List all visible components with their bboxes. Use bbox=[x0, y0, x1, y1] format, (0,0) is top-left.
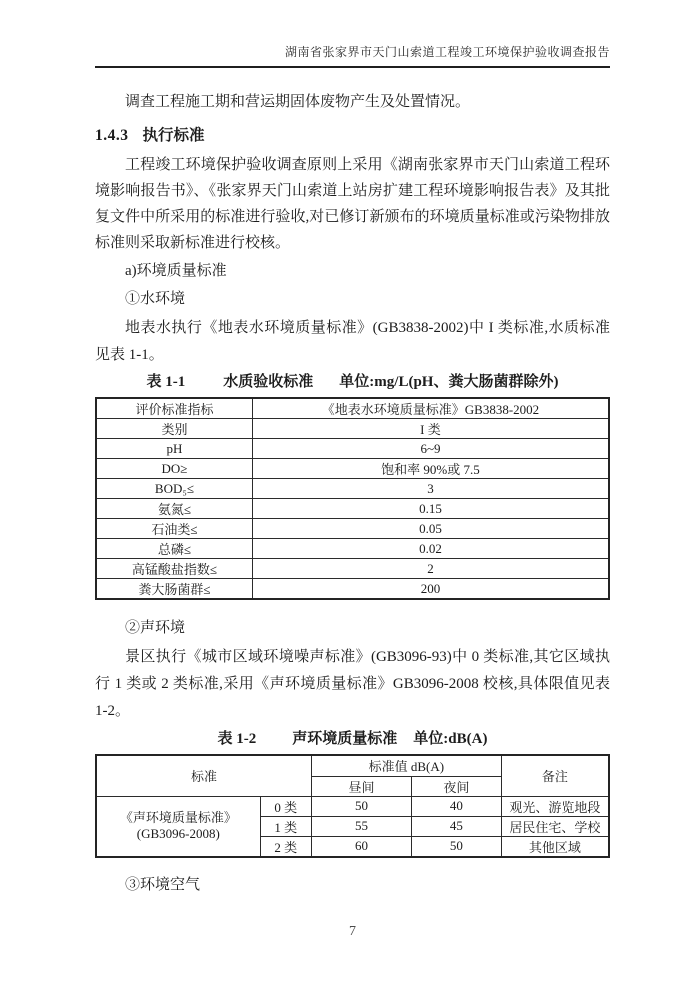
indicator-cell: 评价标准指标 bbox=[96, 398, 252, 419]
value-cell: 《地表水环境质量标准》GB3838-2002 bbox=[252, 398, 609, 419]
sub-item-water-environment: ①水环境 bbox=[125, 291, 186, 307]
heading-number: 1.4.3 bbox=[95, 127, 129, 144]
standard-header-cell: 标准 bbox=[96, 755, 311, 796]
remark-header-cell: 备注 bbox=[501, 755, 609, 796]
value-cell: 3 bbox=[252, 479, 609, 499]
table-row bbox=[96, 796, 609, 816]
table-row bbox=[96, 579, 609, 600]
table-1-1-label: 表 1-1 bbox=[146, 374, 186, 390]
standard-name-cell bbox=[96, 796, 260, 857]
table-row bbox=[96, 398, 609, 419]
value-cell: 2 bbox=[252, 559, 609, 579]
table-row bbox=[96, 459, 609, 479]
value-cell: 6~9 bbox=[252, 439, 609, 459]
indicator-cell: 总磷≤ bbox=[96, 539, 252, 559]
remark-cell: 居民住宅、学校 bbox=[501, 816, 609, 836]
day-header-cell: 昼间 bbox=[311, 776, 411, 796]
indicator-cell: BOD₅≤ bbox=[96, 479, 252, 499]
table-row bbox=[96, 539, 609, 559]
grade-cell: 0 类 bbox=[260, 796, 311, 816]
table-1-2-title: 声环境质量标准 bbox=[292, 731, 398, 747]
grade-cell: 1 类 bbox=[260, 816, 311, 836]
table-1-1-caption bbox=[95, 371, 610, 394]
indicator-cell: 粪大肠菌群≤ bbox=[96, 579, 252, 600]
header-title: 湖南省张家界市天门山索道工程竣工环境保护验收调查报告 bbox=[284, 45, 610, 59]
table-row bbox=[96, 519, 609, 539]
item-a-quality-standards: a)环境质量标准 bbox=[125, 263, 227, 279]
table-1-2-label: 表 1-2 bbox=[217, 731, 257, 747]
table-1-2-noise-standard bbox=[95, 754, 610, 858]
table-1-1-unit: 单位:mg/L(pH、粪大肠菌群除外) bbox=[339, 374, 559, 390]
indicator-cell: 类别 bbox=[96, 419, 252, 439]
night-value-cell: 40 bbox=[411, 796, 501, 816]
table-1-1-water-quality bbox=[95, 397, 610, 600]
indicator-cell: 高锰酸盐指数≤ bbox=[96, 559, 252, 579]
day-value-cell: 60 bbox=[311, 836, 411, 857]
running-header bbox=[95, 45, 610, 68]
day-value-cell: 55 bbox=[311, 816, 411, 836]
indicator-cell: DO≥ bbox=[96, 459, 252, 479]
value-cell: 0.15 bbox=[252, 499, 609, 519]
value-cell: 0.02 bbox=[252, 539, 609, 559]
para-water: 地表水执行《地表水环境质量标准》(GB3838-2002)中 I 类标准,水质标准见表 1-1。 bbox=[95, 320, 610, 363]
remark-cell: 观光、游览地段 bbox=[501, 796, 609, 816]
value-cell: 200 bbox=[252, 579, 609, 600]
table-row bbox=[96, 419, 609, 439]
sub-item-noise-environment: ②声环境 bbox=[125, 620, 186, 636]
table-row bbox=[96, 479, 609, 499]
table-row bbox=[96, 439, 609, 459]
table-1-2-unit: 单位:dB(A) bbox=[413, 731, 488, 747]
section-heading-1-4-3 bbox=[95, 124, 610, 147]
table-header-row bbox=[96, 755, 609, 776]
night-value-cell: 45 bbox=[411, 816, 501, 836]
standard-code: (GB3096-2008) bbox=[136, 826, 220, 841]
heading-title: 执行标准 bbox=[142, 127, 205, 144]
para-survey: 调查工程施工期和营运期固体废物产生及处置情况。 bbox=[125, 94, 471, 110]
table-row bbox=[96, 559, 609, 579]
day-value-cell: 50 bbox=[311, 796, 411, 816]
table-row bbox=[96, 499, 609, 519]
table-1-1-title: 水质验收标准 bbox=[223, 374, 314, 390]
value-cell: I 类 bbox=[252, 419, 609, 439]
indicator-cell: 石油类≤ bbox=[96, 519, 252, 539]
value-cell: 0.05 bbox=[252, 519, 609, 539]
indicator-cell: 氨氮≤ bbox=[96, 499, 252, 519]
sub-item-air-environment: ③环境空气 bbox=[125, 876, 201, 893]
grade-cell: 2 类 bbox=[260, 836, 311, 857]
indicator-cell: pH bbox=[96, 439, 252, 459]
night-header-cell: 夜间 bbox=[411, 776, 501, 796]
value-title-header-cell: 标准值 dB(A) bbox=[311, 755, 501, 776]
remark-cell: 其他区域 bbox=[501, 836, 609, 857]
night-value-cell: 50 bbox=[411, 836, 501, 857]
page-number: 7 bbox=[349, 923, 356, 939]
table-1-2-caption bbox=[95, 728, 610, 751]
para-principle: 工程竣工环境保护验收调查原则上采用《湖南张家界市天门山索道工程环境影响报告书》、《张家界天门山索道上站房扩建工程环境影响报告表》及其批复文件中所采用的标准进行验收,对已修订新颁布的环境质量标准或污染物排放标准则采取新标准进行校核。 bbox=[95, 157, 610, 251]
para-noise: 景区执行《城市区域环境噪声标准》(GB3096-93)中 0 类标准,其它区域执行 1 类或 2 类标准,采用《声环境质量标准》GB3096-2008 校核,具体限值见表 1-2。 bbox=[95, 649, 610, 719]
standard-name: 《声环境质量标准》 bbox=[119, 810, 237, 825]
value-cell: 饱和率 90%或 7.5 bbox=[252, 459, 609, 479]
